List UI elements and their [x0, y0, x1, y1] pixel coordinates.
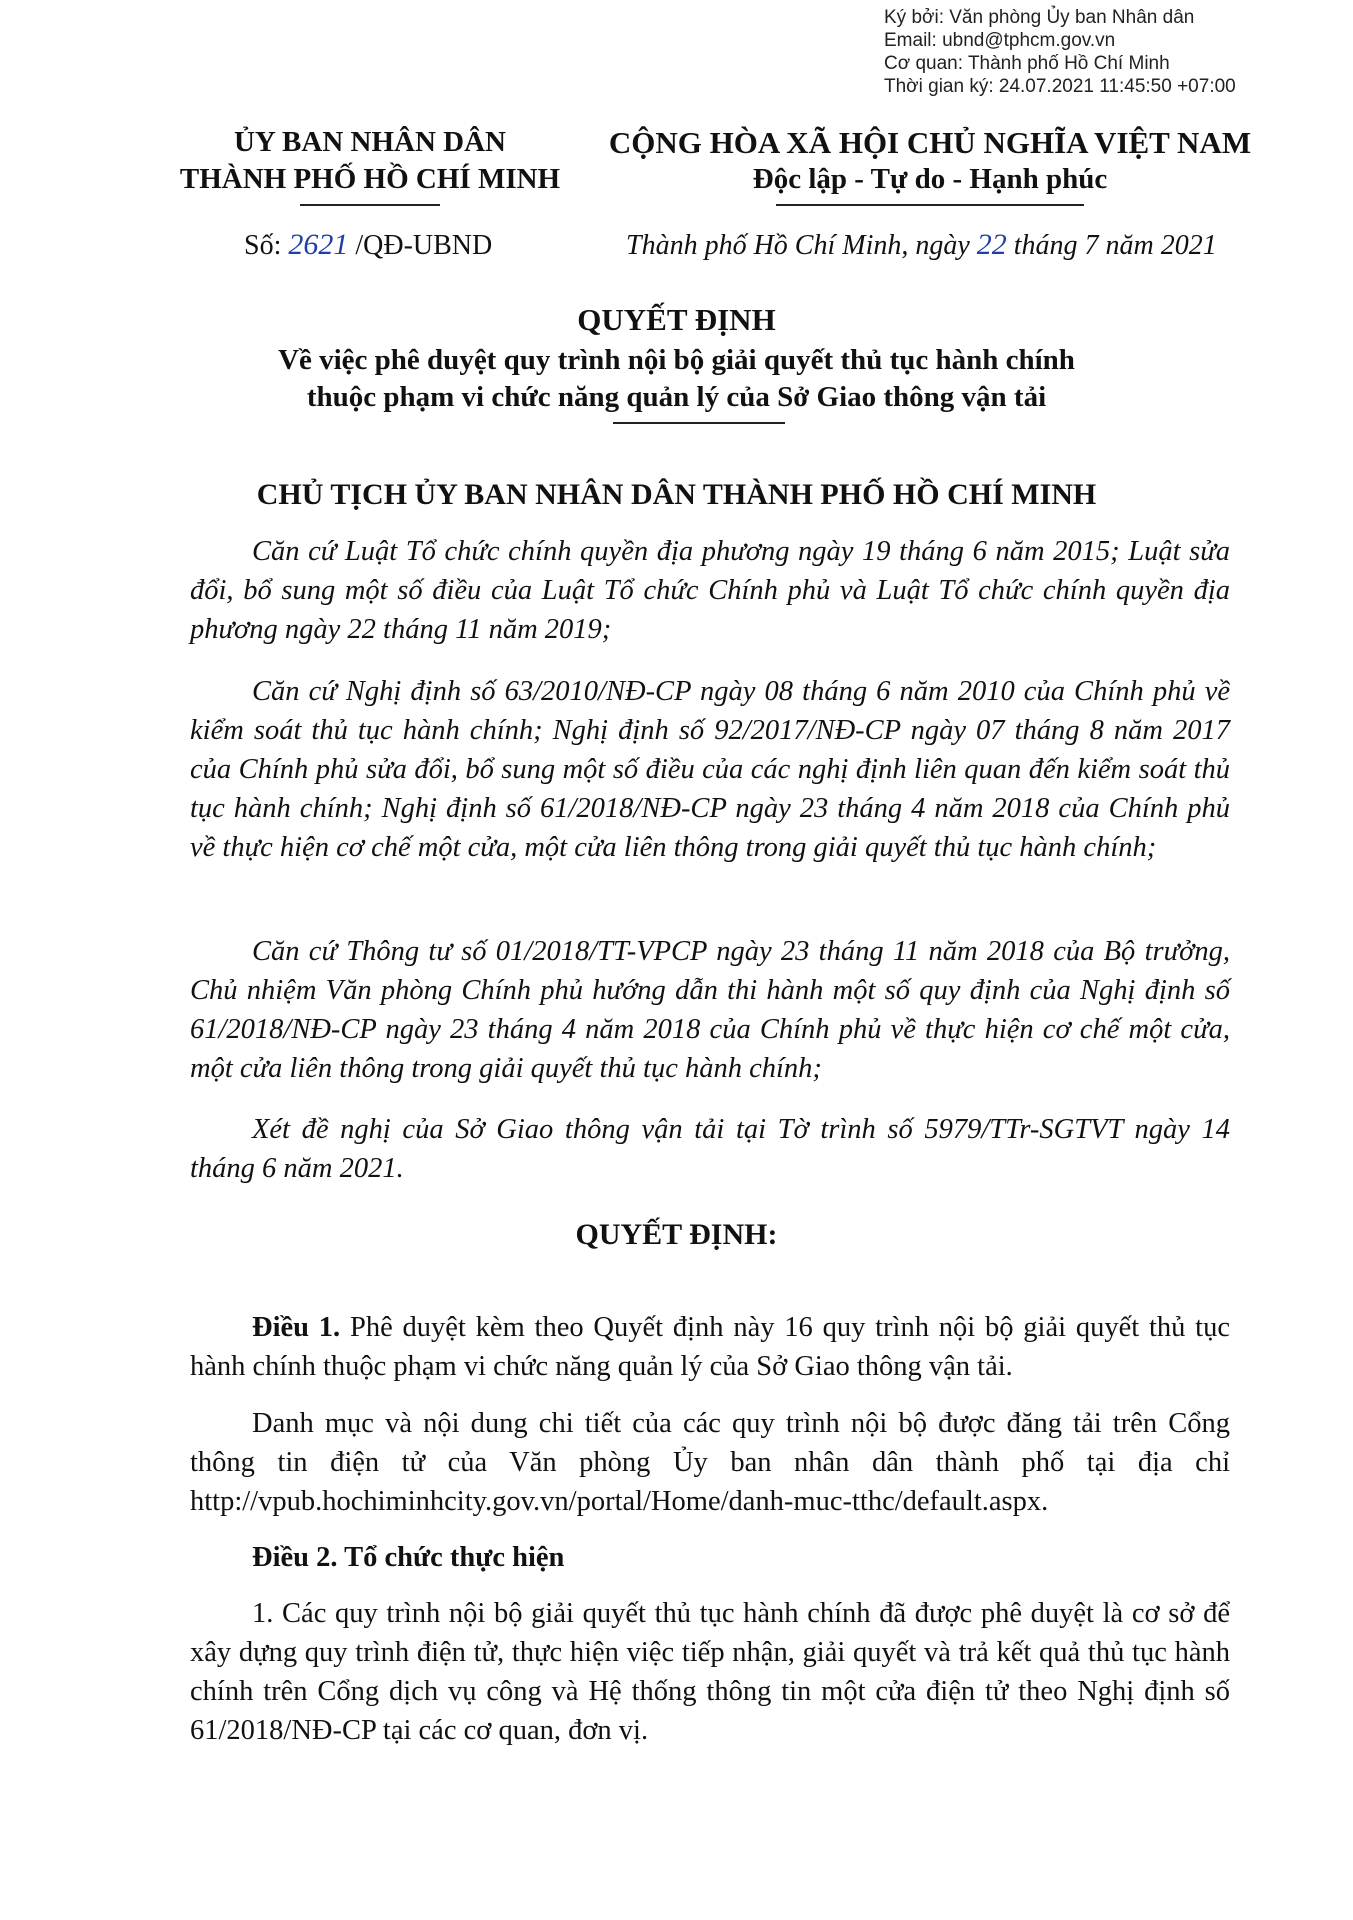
document-title: QUYẾT ĐỊNH [577, 302, 776, 337]
subject-line-2: thuộc phạm vi chức năng quản lý của Sở Giao thông vận tải [306, 381, 1047, 413]
signature-agency: Cơ quan: Thành phố Hồ Chí Minh [884, 53, 1170, 74]
subject-line-1: Về việc phê duyệt quy trình nội bộ giải quyết thủ tục hành chính [278, 344, 1075, 376]
proposal-basis: Xét đề nghị của Sở Giao thông vận tải tại Tờ trình số 5979/TTr-SGTVT ngày 14 tháng 6 năm 2021. [190, 1114, 1230, 1184]
signature-time: Thời gian ký: 24.07.2021 11:45:50 +07:00 [884, 76, 1236, 97]
legal-basis-1: Căn cứ Luật Tổ chức chính quyền địa phương ngày 19 tháng 6 năm 2015; Luật sửa đổi, bổ sung một số điều của Luật Tổ chức Chính phủ và Luật Tổ chức chính quyền địa phương ngày 22 tháng 11 năm 2019; [190, 536, 1230, 645]
article-1-label: Điều 1. [252, 1312, 341, 1343]
article-1-text: Phê duyệt kèm theo Quyết định này 16 quy trình nội bộ giải quyết thủ tục hành chính thuộc phạm vi chức năng quản lý của Sở Giao thông vận tải. [190, 1312, 1230, 1382]
article-1-paragraph-2: Danh mục và nội dung chi tiết của các quy trình nội bộ được đăng tải trên Cổng thông tin điện tử của Văn phòng Ủy ban nhân dân thành phố tại địa chỉ http://vpub.hochiminhcity.gov.vn/portal/Home/danh-muc-tthc/default.aspx. [190, 1408, 1230, 1517]
legal-basis-3: Căn cứ Thông tư số 01/2018/TT-VPCP ngày 23 tháng 11 năm 2018 của Bộ trưởng, Chủ nhiệm Văn phòng Chính phủ hướng dẫn thi hành một số quy định của Nghị định số 61/2018/NĐ-CP ngày 23 tháng 4 năm 2018 của Chính phủ về thực hiện cơ chế một cửa, một cửa liên thông trong giải quyết thủ tục hành chính; [190, 936, 1230, 1084]
digital-signature-block [884, 6, 1236, 98]
national-motto: Độc lập - Tự do - Hạnh phúc [752, 163, 1108, 195]
issuing-organization [160, 124, 580, 198]
motto-underline [776, 204, 1084, 206]
article-1 [190, 1308, 1230, 1386]
org-line-2: THÀNH PHỐ HỒ CHÍ MINH [179, 163, 561, 195]
signature-signed-by: Ký bởi: Văn phòng Ủy ban Nhân dân [884, 7, 1195, 28]
document-date [626, 228, 1217, 262]
legal-basis-2: Căn cứ Nghị định số 63/2010/NĐ-CP ngày 08 tháng 6 năm 2010 của Chính phủ về kiểm soát thủ tục hành chính; Nghị định số 92/2017/NĐ-CP ngày 07 tháng 8 năm 2017 của Chính phủ sửa đổi, bổ sung một số điều của các nghị định liên quan đến kiểm soát thủ tục hành chính; Nghị định số 61/2018/NĐ-CP ngày 23 tháng 4 năm 2018 của Chính phủ về thực hiện cơ chế một cửa, một cửa liên thông trong giải quyết thủ tục hành chính; [190, 676, 1230, 863]
date-prefix: Thành phố Hồ Chí Minh, ngày [626, 230, 977, 261]
number-handwritten: 2621 [288, 228, 349, 261]
number-prefix: Số: [244, 230, 289, 261]
date-day-handwritten: 22 [976, 228, 1007, 261]
decision-heading: QUYẾT ĐỊNH: [575, 1218, 778, 1251]
signature-email: Email: ubnd@tphcm.gov.vn [884, 30, 1116, 51]
org-underline [300, 204, 440, 206]
nation-name: CỘNG HÒA XÃ HỘI CHỦ NGHĨA VIỆT NAM [608, 125, 1252, 160]
article-2-item-1: 1. Các quy trình nội bộ giải quyết thủ tục hành chính đã được phê duyệt là cơ sở để xây dựng quy trình điện tử, thực hiện việc tiếp nhận, giải quyết và trả kết quả thủ tục hành chính trên Cổng dịch vụ công và Hệ thống thông tin một cửa điện tử theo Nghị định số 61/2018/NĐ-CP tại các cơ quan, đơn vị. [190, 1598, 1230, 1746]
document-number [244, 228, 492, 262]
subject-underline [613, 422, 785, 424]
number-suffix: /QĐ-UBND [348, 230, 493, 261]
national-header [600, 124, 1260, 198]
issuing-authority: CHỦ TỊCH ỦY BAN NHÂN DÂN THÀNH PHỐ HỒ CHÍ MINH [256, 478, 1097, 511]
date-suffix: tháng 7 năm 2021 [1006, 230, 1217, 261]
article-2-heading: Điều 2. Tổ chức thực hiện [252, 1542, 565, 1573]
org-line-1: ỦY BAN NHÂN DÂN [233, 126, 506, 158]
document-subject [0, 342, 1353, 416]
